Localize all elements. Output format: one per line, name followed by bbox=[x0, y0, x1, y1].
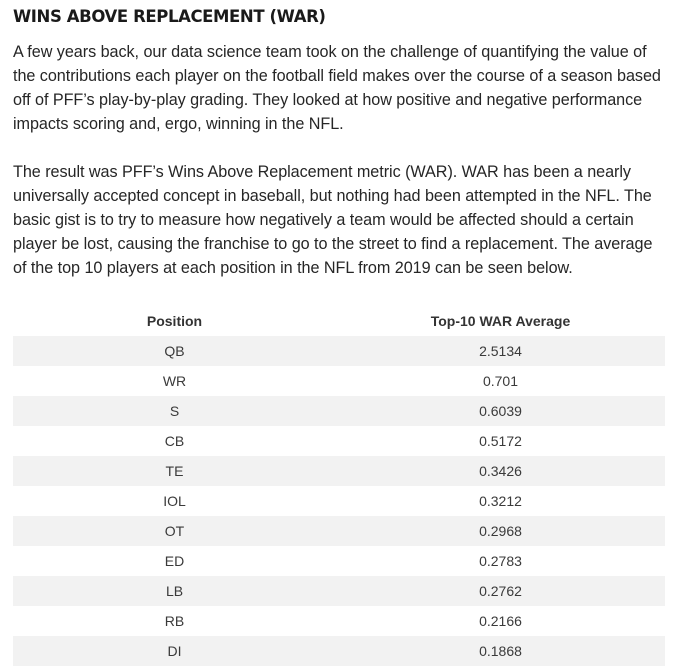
table-row bbox=[13, 486, 665, 516]
war-value-cell: 0.2783 bbox=[479, 553, 522, 569]
war-value-cell: 0.5172 bbox=[479, 433, 522, 449]
table-row bbox=[13, 336, 665, 366]
column-header-war-average: Top-10 WAR Average bbox=[430, 313, 571, 329]
position-cell: DI bbox=[167, 643, 182, 659]
position-cell: ED bbox=[164, 553, 185, 569]
position-cell: IOL bbox=[163, 493, 186, 509]
war-value-cell: 0.6039 bbox=[479, 403, 522, 419]
article bbox=[13, 0, 665, 280]
war-explanation-paragraph: The result was PFF’s Wins Above Replacement metric (WAR). WAR has been a nearly universally accepted concept in baseball, but nothing had been attempted in the NFL. The basic gist is to try to measure how negatively a team would be affected should a certain player be lost, causing the franchise to go to the street to find a replacement. The average of the top 10 players at each position in the NFL from 2019 can be seen below. bbox=[13, 163, 653, 277]
table-row bbox=[13, 516, 665, 546]
table-row bbox=[13, 546, 665, 576]
position-cell: OT bbox=[164, 523, 185, 539]
table-row bbox=[13, 396, 665, 426]
position-cell: LB bbox=[165, 583, 184, 599]
table-row bbox=[13, 456, 665, 486]
war-value-cell: 0.1868 bbox=[479, 643, 522, 659]
war-table bbox=[13, 306, 665, 666]
table-row bbox=[13, 366, 665, 396]
war-value-cell: 0.2968 bbox=[479, 523, 522, 539]
war-value-cell: 0.3426 bbox=[479, 463, 522, 479]
table-row bbox=[13, 606, 665, 636]
position-cell: TE bbox=[165, 463, 184, 479]
table-header-row bbox=[13, 306, 665, 336]
war-value-cell: 0.2166 bbox=[479, 613, 522, 629]
war-value-cell: 2.5134 bbox=[479, 343, 522, 359]
table-row bbox=[13, 636, 665, 666]
position-cell: RB bbox=[164, 613, 185, 629]
position-cell: CB bbox=[164, 433, 185, 449]
position-cell: S bbox=[169, 403, 180, 419]
war-value-cell: 0.701 bbox=[482, 373, 519, 389]
table-row bbox=[13, 576, 665, 606]
war-value-cell: 0.3212 bbox=[479, 493, 522, 509]
table-row bbox=[13, 426, 665, 456]
column-header-position: Position bbox=[146, 313, 203, 329]
position-cell: QB bbox=[164, 343, 185, 359]
position-cell: WR bbox=[162, 373, 187, 389]
intro-paragraph: A few years back, our data science team took on the challenge of quantifying the value of the contributions each player on the football field makes over the course of a season based off of PFF’s play-by-play grading. They looked at how positive and negative performance impacts scoring and, ergo, winning in the NFL. bbox=[13, 43, 661, 133]
section-heading: WINS ABOVE REPLACEMENT (WAR) bbox=[13, 7, 326, 26]
war-value-cell: 0.2762 bbox=[479, 583, 522, 599]
